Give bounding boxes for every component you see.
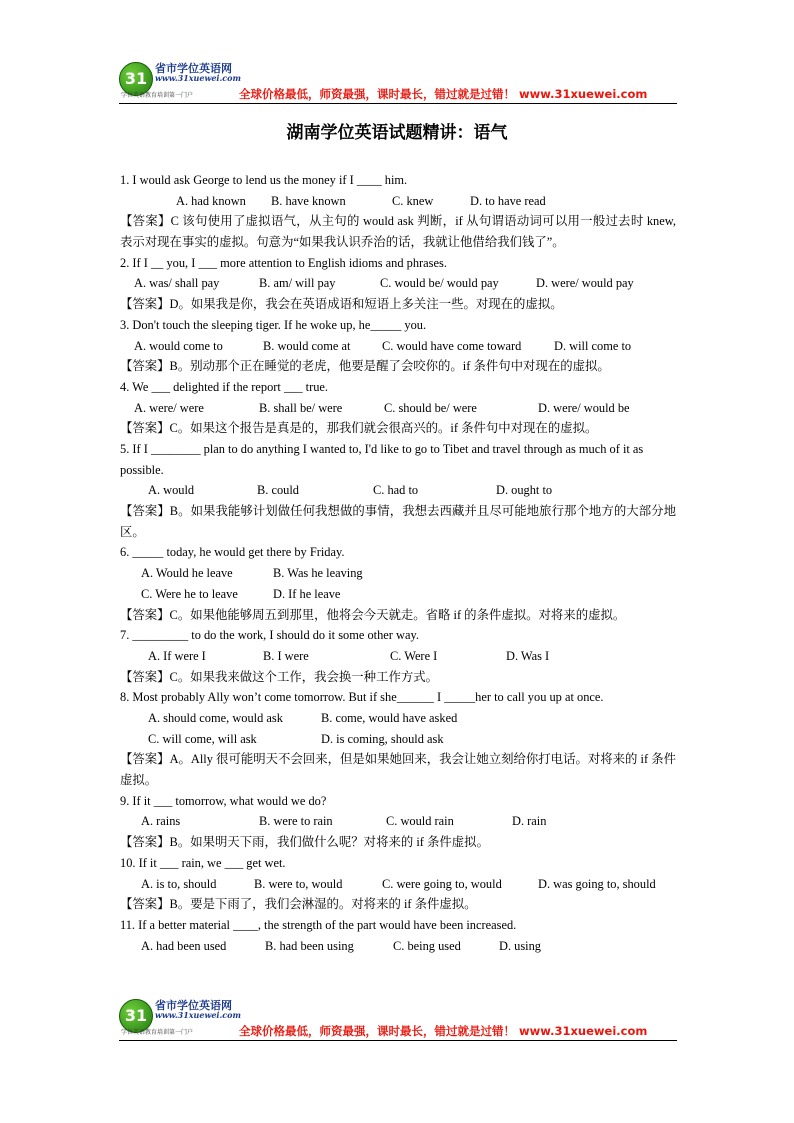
page-title: 湖南学位英语试题精讲：语气 (286, 123, 508, 143)
option: C. would rain (386, 814, 454, 829)
option: B. am/ will pay (259, 276, 336, 291)
option-row (120, 398, 676, 419)
site-logo[interactable] (119, 995, 244, 1039)
option: A. should come, would ask (148, 710, 283, 725)
logo-name: 省市学位英语网 (155, 62, 232, 75)
option: C. would have come toward (382, 338, 522, 353)
option: C. would be/ would pay (380, 276, 499, 291)
header-slogan: 全球价格最低，师资最强，课时最长，错过就是过错！ www.31xuewei.com (239, 87, 648, 101)
answer-explanation: 【答案】C。如果我来做这个工作，我会换一种工作方式。 (120, 669, 439, 684)
option: A. had known (176, 193, 246, 208)
logo-url: www.31xuewei.com (155, 1010, 241, 1020)
question-stem: 8. Most probably Ally won’t come tomorrow. But if she______ I _____her to call you up at once. (120, 690, 604, 705)
answer-explanation: 【答案】C。如果这个报告是真是的，那我们就会很高兴的。if 条件句中对现在的虚拟。 (120, 421, 598, 436)
option: B. shall be/ were (259, 400, 343, 415)
question-stem: 7. _________ to do the work, I should do it some other way. (120, 628, 419, 643)
answer-explanation: 【答案】C 该句使用了虚拟语气，从主句的 would ask 判断，if 从句谓语动词可以用一般过去时 knew,表示对现在事实的虚拟。句意为“如果我认识乔治的话，我就让他借给我们钱了”。 (120, 214, 676, 250)
option-row (120, 584, 676, 605)
option: D. was going to, should (538, 876, 656, 891)
option: C. will come, will ask (148, 731, 257, 746)
option-row (120, 708, 676, 729)
option-row (120, 480, 676, 501)
option: A. was/ shall pay (134, 276, 220, 291)
option: B. Was he leaving (273, 566, 363, 581)
option: D. is coming, should ask (321, 731, 444, 746)
footer-slogan: 全球价格最低，师资最强，课时最长，错过就是过错！ www.31xuewei.com (239, 1024, 648, 1038)
answer-explanation: 【答案】A。Ally 很可能明天不会回来，但是如果她回来，我会让她立刻给你打电话。对将来的 if 条件虚拟。 (120, 752, 676, 788)
option: C. Were I (390, 648, 438, 663)
logo-badge-icon: 31 (119, 999, 153, 1033)
option: B. I were (263, 648, 309, 663)
option: A. is to, should (141, 876, 217, 891)
question-stem: 9. If it ___ tomorrow, what would we do? (120, 793, 327, 808)
option: A. had been used (141, 938, 227, 953)
option: D. to have read (470, 193, 546, 208)
header-banner (119, 58, 677, 104)
logo-url: www.31xuewei.com (155, 73, 241, 83)
option: D. were/ would be (538, 400, 630, 415)
answer-explanation: 【答案】B。别动那个正在睡觉的老虎，他要是醒了会咬你的。if 条件句中对现在的虚拟。 (120, 359, 610, 374)
site-logo[interactable] (119, 58, 244, 102)
question-list (120, 170, 676, 956)
option-row (120, 273, 676, 294)
footer-banner (119, 995, 677, 1041)
question-stem: 1. I would ask George to lend us the money if I ____ him. (120, 173, 408, 187)
logo-subtitle: 学位英语教育培训第一门户 (121, 92, 194, 99)
option-row (120, 874, 676, 895)
logo-subtitle: 学位英语教育培训第一门户 (121, 1029, 194, 1036)
answer-explanation: 【答案】C。如果他能够周五到那里，他将会今天就走。省略 if 的条件虚拟。对将来的虚拟。 (120, 607, 626, 622)
option: A. would come to (134, 338, 223, 353)
option-row (120, 729, 676, 750)
option: B. were to, would (254, 876, 343, 891)
question-stem: 11. If a better material ____, the strength of the part would have been increased. (120, 917, 517, 932)
option: A. would (148, 483, 195, 498)
question-stem: 3. Don't touch the sleeping tiger. If he woke up, he_____ you. (120, 317, 427, 332)
footer-divider (119, 1040, 677, 1041)
option: D. If he leave (273, 586, 341, 601)
option: D. were/ would pay (536, 276, 634, 291)
option: C. knew (392, 193, 434, 208)
option: D. will come to (554, 338, 632, 353)
option: C. being used (393, 938, 461, 953)
header-divider (119, 103, 677, 104)
option: D. ought to (496, 483, 553, 498)
option: B. would come at (263, 338, 351, 353)
option: B. come, would have asked (321, 710, 458, 725)
answer-explanation: 【答案】B。如果明天下雨，我们做什么呢？对将来的 if 条件虚拟。 (120, 835, 489, 850)
option-row (120, 811, 676, 832)
answer-explanation: 【答案】B。如果我能够计划做任何我想做的事情，我想去西藏并且尽可能地旅行那个地方的大部分地区。 (120, 504, 676, 539)
option-row (120, 191, 676, 212)
option: C. Were he to leave (141, 586, 238, 601)
option: D. Was I (506, 648, 550, 663)
option: A. Would he leave (141, 566, 233, 581)
question-stem: 6. _____ today, he would get there by Friday. (120, 545, 345, 560)
option: B. could (257, 483, 299, 498)
option: D. rain (512, 814, 547, 829)
option: A. were/ were (134, 400, 204, 415)
option-row (120, 563, 676, 584)
question-stem: 5. If I ________ plan to do anything I wanted to, I'd like to go to Tibet and travel through as much of it as possible. (120, 441, 644, 477)
option: B. have known (271, 193, 346, 208)
option: C. should be/ were (384, 400, 477, 415)
logo-badge-icon: 31 (119, 62, 153, 96)
option: C. had to (373, 483, 419, 498)
option: B. were to rain (259, 814, 333, 829)
answer-explanation: 【答案】D。如果我是你，我会在英语成语和短语上多关注一些。对现在的虚拟。 (120, 297, 563, 312)
option: A. rains (141, 814, 181, 829)
option: B. had been using (265, 938, 354, 953)
option-row (120, 336, 676, 357)
question-stem: 2. If I __ you, I ___ more attention to English idioms and phrases. (120, 255, 447, 270)
question-stem: 4. We ___ delighted if the report ___ true. (120, 379, 328, 394)
option: C. were going to, would (382, 876, 502, 891)
option-row (120, 646, 676, 667)
option-row (120, 936, 676, 957)
answer-explanation: 【答案】B。要是下雨了，我们会淋湿的。对将来的 if 条件虚拟。 (120, 897, 477, 912)
logo-name: 省市学位英语网 (155, 999, 232, 1012)
question-stem: 10. If it ___ rain, we ___ get wet. (120, 855, 286, 870)
option: D. using (499, 938, 541, 953)
option: A. If were I (148, 648, 206, 663)
